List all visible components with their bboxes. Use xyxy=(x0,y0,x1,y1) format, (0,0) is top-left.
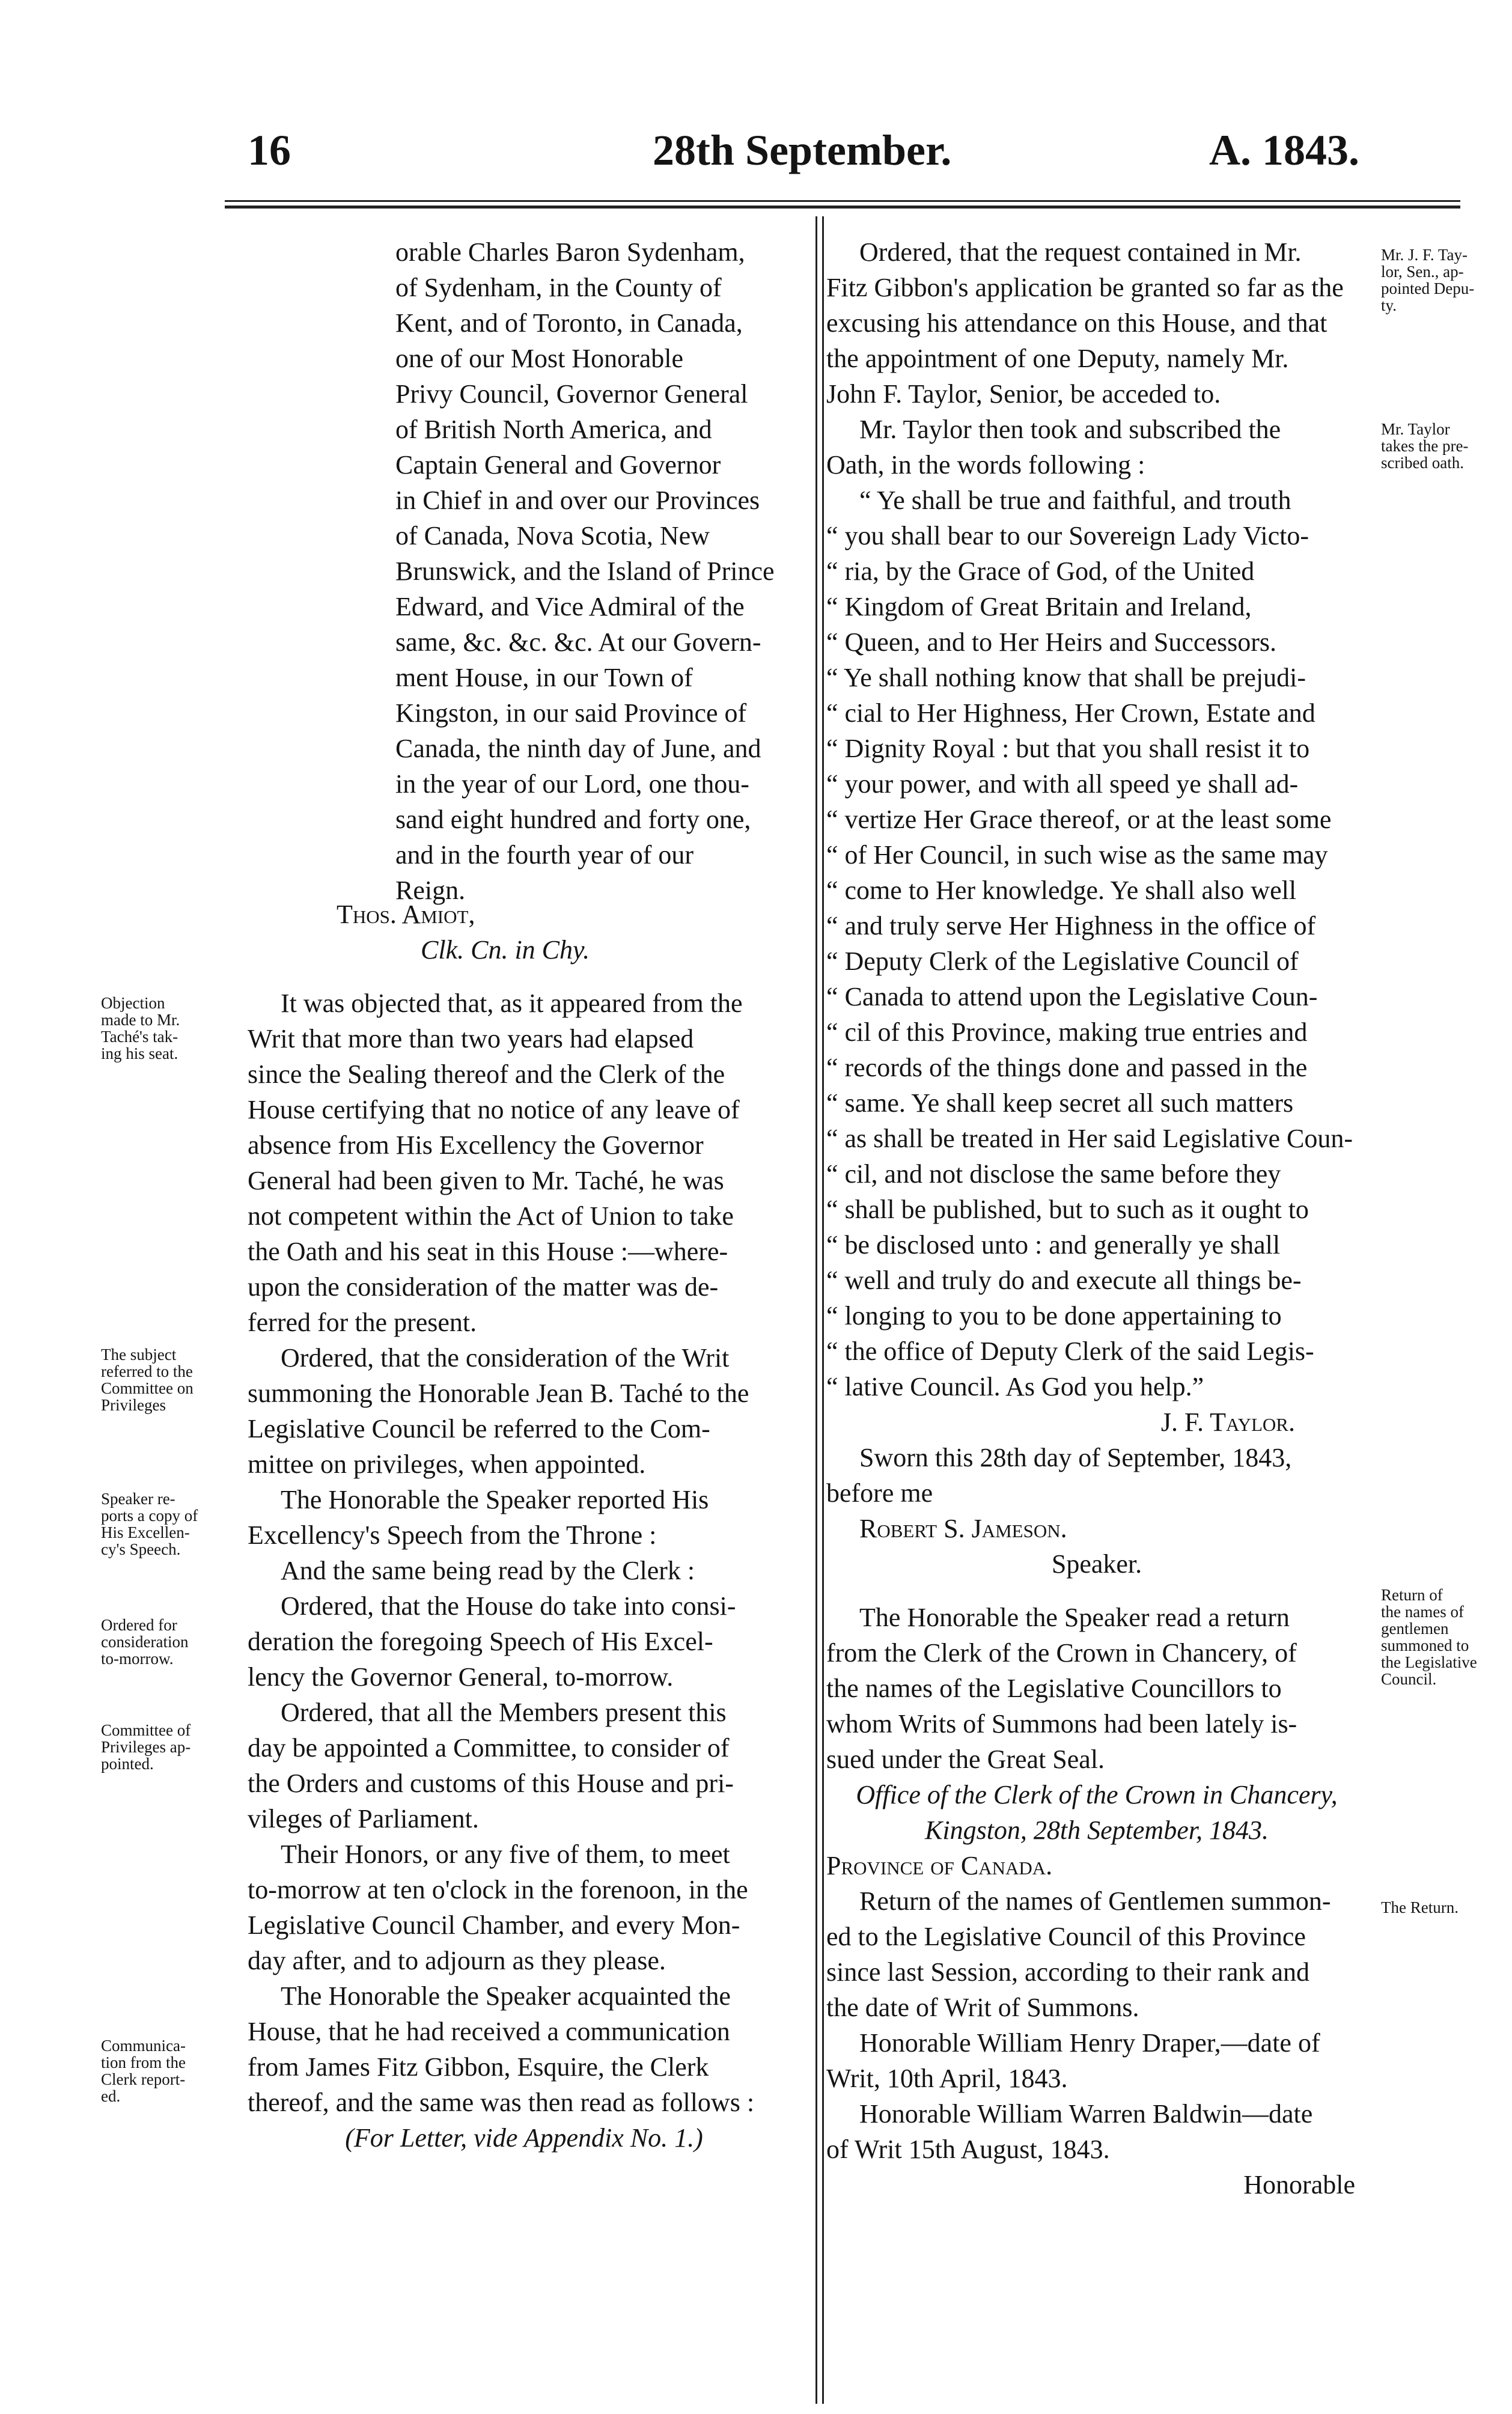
text-line: ferred for the present. xyxy=(248,1308,477,1337)
text-line: House, that he had received a communication xyxy=(248,2017,730,2046)
spacer xyxy=(826,1582,1367,1600)
oath-line: “ vertize Her Grace thereof, or at the least some xyxy=(826,805,1332,834)
oath-line: “ be disclosed unto : and generally ye shall xyxy=(826,1230,1281,1260)
text-line: of Canada, Nova Scotia, New xyxy=(395,521,710,550)
text-line: since the Sealing thereof and the Clerk of the xyxy=(248,1059,725,1089)
signature-block xyxy=(337,897,793,968)
header-year: A. 1843. xyxy=(1209,126,1359,174)
sworn-before-name: Robert S. Jameson. xyxy=(859,1514,1067,1543)
sworn-before-title: Speaker. xyxy=(1051,1549,1142,1579)
text-line: Canada, the ninth day of June, and xyxy=(395,734,761,763)
text-line: Their Honors, or any five of them, to meet xyxy=(281,1839,730,1869)
text-line: one of our Most Honorable xyxy=(395,344,684,373)
oath-line: “ as shall be treated in Her said Legislative Coun- xyxy=(826,1124,1353,1153)
text-line: orable Charles Baron Sydenham, xyxy=(395,237,745,267)
column-divider-left xyxy=(815,216,817,2404)
text-line: and in the fourth year of our xyxy=(395,840,694,870)
page-number: 16 xyxy=(248,126,291,174)
text-line: Legislative Council be referred to the Com- xyxy=(248,1414,710,1443)
text-line: Captain General and Governor xyxy=(395,450,721,480)
office-location: Kingston, 28th September, 1843. xyxy=(925,1815,1269,1845)
text-line: mittee on privileges, when appointed. xyxy=(248,1449,646,1479)
header-date: 28th September. xyxy=(653,126,952,174)
oath-line: “ of Her Council, in such wise as the same may xyxy=(826,840,1328,870)
text-line: thereof, and the same was then read as follows : xyxy=(248,2088,755,2117)
text-line: day be appointed a Committee, to consider of xyxy=(248,1733,730,1763)
text-line: upon the consideration of the matter was de- xyxy=(248,1272,719,1302)
text-line: day after, and to adjourn as they please. xyxy=(248,1946,666,1975)
text-line: House certifying that no notice of any leave of xyxy=(248,1095,740,1124)
text-line: John F. Taylor, Senior, be acceded to. xyxy=(826,379,1221,409)
oath-line: “ cil, and not disclose the same before they xyxy=(826,1159,1281,1189)
text-line: Reign. xyxy=(395,876,466,905)
text-line: the date of Writ of Summons. xyxy=(826,1993,1139,2022)
text-line: General had been given to Mr. Taché, he was xyxy=(248,1166,724,1195)
text-line: Ordered, that the request contained in Mr. xyxy=(859,237,1302,267)
oath-line: “ same. Ye shall keep secret all such matters xyxy=(826,1088,1294,1118)
oath-line: “ cil of this Province, making true entries and xyxy=(826,1017,1308,1047)
text-line: Ordered, that all the Members present this xyxy=(281,1698,727,1727)
oath-signature: J. F. Taylor. xyxy=(1160,1407,1295,1437)
text-line: Honorable William Henry Draper,—date of xyxy=(859,2028,1320,2058)
text-line: The Honorable the Speaker read a return xyxy=(859,1603,1290,1632)
text-line: Return of the names of Gentlemen summon- xyxy=(859,1886,1331,1916)
text-line: Sworn this 28th day of September, 1843, xyxy=(859,1443,1292,1472)
page-header xyxy=(0,0,1512,192)
oath-line: “ ria, by the Grace of God, of the United xyxy=(826,556,1255,586)
text-line: Brunswick, and the Island of Prince xyxy=(395,556,775,586)
oath-line: “ the office of Deputy Clerk of the said Legis- xyxy=(826,1337,1314,1366)
text-line: ment House, in our Town of xyxy=(395,663,693,692)
text-line: ed to the Legislative Council of this Province xyxy=(826,1922,1306,1951)
right-column-proceedings xyxy=(826,234,1367,2202)
text-line: excusing his attendance on this House, and that xyxy=(826,308,1328,338)
text-line: summoning the Honorable Jean B. Taché to the xyxy=(248,1379,749,1408)
margin-note-the-return: The Return. xyxy=(1381,1898,1459,1916)
proclamation-continuation xyxy=(395,234,792,908)
text-line: Legislative Council Chamber, and every Mon- xyxy=(248,1910,740,1940)
oath-line: “ and truly serve Her Highness in the office of xyxy=(826,911,1316,940)
oath-line: “ shall be published, but to such as it ought to xyxy=(826,1195,1309,1224)
text-line: Fitz Gibbon's application be granted so far as the xyxy=(826,273,1344,302)
text-line: whom Writs of Summons had been lately is- xyxy=(826,1709,1297,1739)
text-line: not competent within the Act of Union to take xyxy=(248,1201,734,1231)
margin-note-ordered-consideration: Ordered for consideration to-morrow. xyxy=(101,1616,189,1668)
column-divider-right xyxy=(822,216,824,2404)
header-rule-thin xyxy=(225,200,1460,202)
text-line: the Oath and his seat in this House :—where- xyxy=(248,1237,728,1266)
text-line: of British North America, and xyxy=(395,415,712,444)
text-line: Ordered, that the House do take into consi- xyxy=(281,1591,736,1621)
catchword: Honorable xyxy=(1243,2170,1355,2199)
oath-line: “ Canada to attend upon the Legislative Coun- xyxy=(826,982,1318,1011)
margin-note-taylor-oath: Mr. Taylor takes the pre- scribed oath. xyxy=(1381,420,1469,472)
text-line: Mr. Taylor then took and subscribed the xyxy=(859,415,1281,444)
text-line: The Honorable the Speaker reported His xyxy=(281,1485,709,1514)
text-line: sand eight hundred and forty one, xyxy=(395,805,751,834)
text-line: since last Session, according to their rank and xyxy=(826,1957,1310,1987)
oath-line: “ records of the things done and passed in the xyxy=(826,1053,1308,1082)
text-line: And the same being read by the Clerk : xyxy=(281,1556,695,1585)
oath-line: “ Deputy Clerk of the Legislative Council of xyxy=(826,946,1299,976)
appendix-reference: (For Letter, vide Appendix No. 1.) xyxy=(345,2123,703,2153)
text-line: Edward, and Vice Admiral of the xyxy=(395,592,745,621)
signature-title: Clk. Cn. in Chy. xyxy=(421,935,590,965)
oath-line: “ well and truly do and execute all things be- xyxy=(826,1266,1302,1295)
margin-note-taylor-deputy: Mr. J. F. Tay- lor, Sen., ap- pointed Depu- ty. xyxy=(1381,246,1475,314)
text-line: from the Clerk of the Crown in Chancery, of xyxy=(826,1638,1297,1668)
margin-note-speaker-reports: Speaker re- ports a copy of His Excellen- cy's Speech. xyxy=(101,1490,198,1558)
text-line: Privy Council, Governor General xyxy=(395,379,748,409)
margin-note-communication: Communica- tion from the Clerk report- ed. xyxy=(101,2037,186,2105)
oath-line: “ Kingdom of Great Britain and Ireland, xyxy=(826,592,1252,621)
text-line: same, &c. &c. &c. At our Govern- xyxy=(395,627,761,657)
text-line: It was objected that, as it appeared from the xyxy=(281,989,743,1018)
text-line: vileges of Parliament. xyxy=(248,1804,479,1833)
office-line: Office of the Clerk of the Crown in Chancery, xyxy=(856,1780,1338,1809)
oath-line: “ come to Her knowledge. Ye shall also well xyxy=(826,876,1297,905)
text-line: Kent, and of Toronto, in Canada, xyxy=(395,308,743,338)
oath-line: “ Queen, and to Her Heirs and Successors. xyxy=(826,627,1276,657)
text-line: sued under the Great Seal. xyxy=(826,1745,1105,1774)
oath-line: “ you shall bear to our Sovereign Lady Victo- xyxy=(826,521,1309,550)
province-heading: Province of Canada. xyxy=(826,1851,1053,1880)
text-line: in Chief in and over our Provinces xyxy=(395,486,760,515)
text-line: The Honorable the Speaker acquainted the xyxy=(281,1981,731,2011)
margin-note-objection: Objection made to Mr. Taché's tak- ing his seat. xyxy=(101,994,180,1062)
text-line: from James Fitz Gibbon, Esquire, the Clerk xyxy=(248,2052,709,2082)
margin-note-return-of-names: Return of the names of gentlemen summoned to the Legislative Council. xyxy=(1381,1586,1477,1688)
header-rule-thick xyxy=(225,206,1460,209)
oath-line: “ your power, and with all speed ye shall ad- xyxy=(826,769,1299,799)
text-line: Ordered, that the consideration of the Writ xyxy=(281,1343,730,1373)
oath-line: “ cial to Her Highness, Her Crown, Estate and xyxy=(826,698,1315,728)
text-line: lency the Governor General, to-morrow. xyxy=(248,1662,674,1692)
text-line: Writ that more than two years had elapsed xyxy=(248,1024,694,1053)
margin-note-subject-referred: The subject referred to the Committee on Privileges xyxy=(101,1346,194,1414)
text-line: the appointment of one Deputy, namely Mr. xyxy=(826,344,1289,373)
signature-name: Thos. Amiot, xyxy=(337,900,475,929)
text-line: the Orders and customs of this House and pri- xyxy=(248,1769,734,1798)
text-line: deration the foregoing Speech of His Excel- xyxy=(248,1627,713,1656)
oath-line: “ Ye shall be true and faithful, and trouth xyxy=(859,486,1291,515)
text-line: Kingston, in our said Province of xyxy=(395,698,747,728)
margin-note-committee-privileges: Committee of Privileges ap- pointed. xyxy=(101,1721,191,1773)
oath-line: “ Ye shall nothing know that shall be prejudi- xyxy=(826,663,1306,692)
text-line: of Writ 15th August, 1843. xyxy=(826,2135,1110,2164)
oath-line: “ Dignity Royal : but that you shall resist it to xyxy=(826,734,1310,763)
text-line: Oath, in the words following : xyxy=(826,450,1145,480)
text-line: Writ, 10th April, 1843. xyxy=(826,2064,1068,2093)
text-line: Honorable William Warren Baldwin—date xyxy=(859,2099,1313,2129)
text-line: before me xyxy=(826,1478,933,1508)
text-line: the names of the Legislative Councillors to xyxy=(826,1674,1282,1703)
text-line: Excellency's Speech from the Throne : xyxy=(248,1520,657,1550)
text-line: absence from His Excellency the Governor xyxy=(248,1130,704,1160)
text-line: of Sydenham, in the County of xyxy=(395,273,722,302)
text-line: in the year of our Lord, one thou- xyxy=(395,769,749,799)
oath-line: “ longing to you to be done appertaining to xyxy=(826,1301,1282,1330)
text-line: to-morrow at ten o'clock in the forenoon, in the xyxy=(248,1875,748,1904)
left-column-proceedings xyxy=(248,986,800,2156)
oath-line: “ lative Council. As God you help.” xyxy=(826,1372,1204,1401)
